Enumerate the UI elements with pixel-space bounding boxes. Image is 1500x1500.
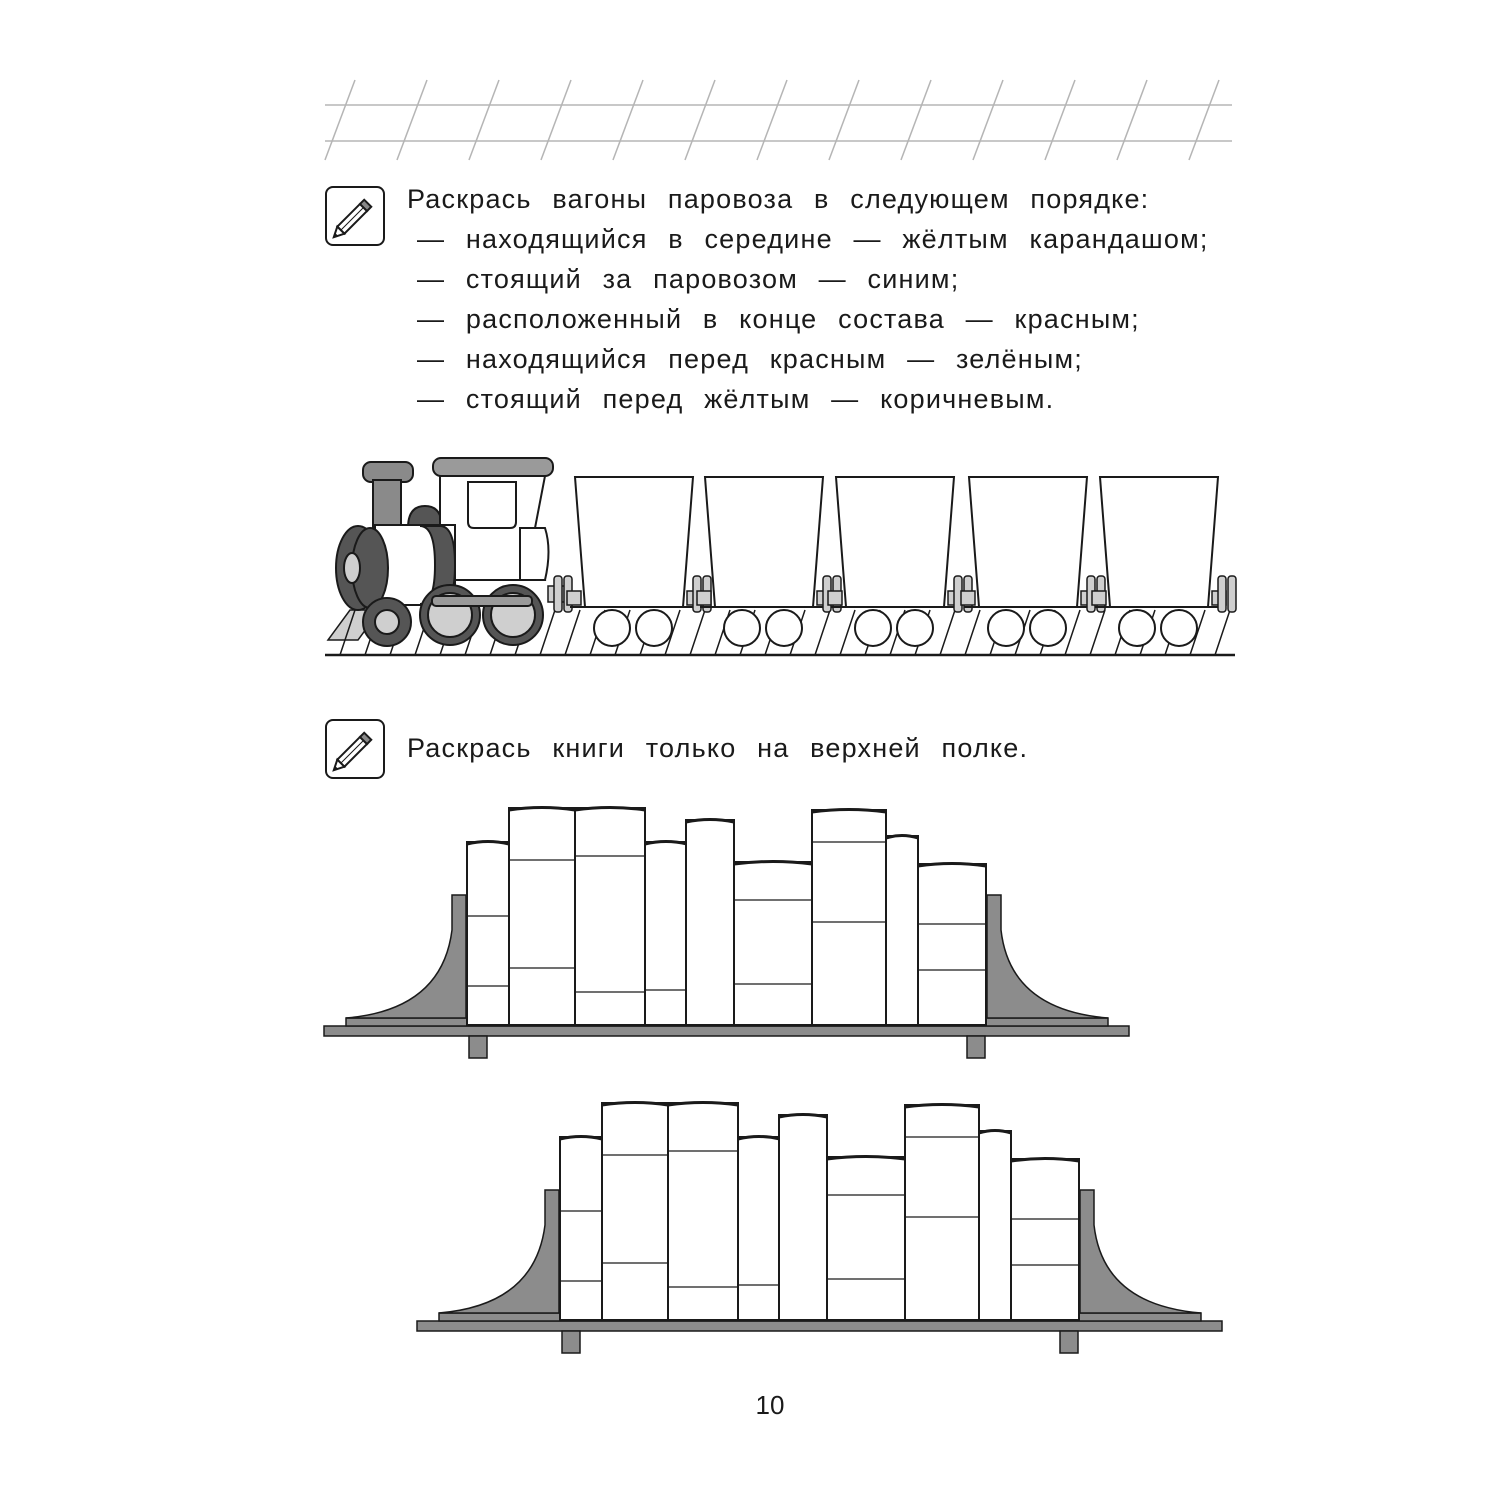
wagon — [828, 477, 972, 646]
wagon-wheel — [636, 610, 672, 646]
task1-item: — стоящий за паровозом — синим; — [417, 264, 960, 294]
wagon-wheel — [855, 610, 891, 646]
shelf-bracket — [562, 1331, 580, 1353]
page-number: 10 — [755, 1390, 785, 1420]
book — [918, 864, 986, 1025]
bookend — [1080, 1190, 1201, 1313]
coupler — [1218, 576, 1226, 612]
book — [734, 862, 812, 1025]
wagon-wheel — [988, 610, 1024, 646]
task2-instruction: Раскрась книги только на верхней полке. — [407, 733, 1029, 763]
bookend — [987, 895, 1108, 1018]
book — [645, 842, 687, 1025]
wagons — [567, 477, 1236, 646]
task1-item: — стоящий перед жёлтым — коричневым. — [417, 384, 1055, 414]
pencil-icon — [324, 185, 386, 247]
wagon — [567, 477, 711, 646]
wagon-wheel — [724, 610, 760, 646]
shelf-bracket — [967, 1036, 985, 1058]
wagon-wheel — [897, 610, 933, 646]
book — [602, 1103, 668, 1320]
wagon-wheel — [594, 610, 630, 646]
wagon-body — [575, 477, 693, 607]
wagon-body — [1100, 477, 1218, 607]
wagon-body — [969, 477, 1087, 607]
bottom-shelf — [417, 1103, 1222, 1354]
coupler — [697, 591, 711, 605]
wagon-body — [836, 477, 954, 607]
book — [1011, 1159, 1079, 1320]
task1-item: — расположенный в конце состава — красным; — [417, 304, 1140, 334]
wagon-body — [705, 477, 823, 607]
wagon-wheel — [1119, 610, 1155, 646]
top-shelf — [324, 808, 1129, 1059]
coupler — [1092, 591, 1106, 605]
task1-item: — находящийся перед красным — зелёным; — [417, 344, 1083, 374]
wagon — [961, 477, 1105, 646]
task1-instruction: Раскрась вагоны паровоза в следующем порядке: — [407, 184, 1150, 214]
bookend — [439, 1190, 559, 1313]
book — [686, 820, 734, 1025]
shelf-board — [324, 1026, 1129, 1036]
handwriting-grid — [320, 75, 1235, 165]
book — [467, 842, 509, 1025]
wagon-wheel — [766, 610, 802, 646]
coupler — [567, 591, 581, 605]
shelf-board — [417, 1321, 1222, 1331]
shelf-bracket — [469, 1036, 487, 1058]
wagon-wheel — [1030, 610, 1066, 646]
book — [738, 1137, 780, 1320]
shelf-bracket — [1060, 1331, 1078, 1353]
wagon-wheel — [1161, 610, 1197, 646]
coupler — [1228, 576, 1236, 612]
locomotive — [336, 458, 572, 646]
book — [509, 808, 575, 1025]
wagon — [697, 477, 841, 646]
book — [886, 836, 918, 1025]
book — [979, 1131, 1011, 1320]
bookshelves-illustration — [0, 790, 1500, 1370]
task1-item: — находящийся в середине — жёлтым карандашом; — [417, 224, 1209, 254]
coupler — [828, 591, 842, 605]
book — [560, 1137, 602, 1320]
book — [779, 1115, 827, 1320]
train-illustration — [320, 450, 1240, 665]
pencil-icon — [324, 718, 386, 780]
wagon — [1092, 477, 1236, 646]
task1-text — [407, 179, 1209, 419]
book — [827, 1157, 905, 1320]
coupler — [961, 591, 975, 605]
bookend — [346, 895, 466, 1018]
